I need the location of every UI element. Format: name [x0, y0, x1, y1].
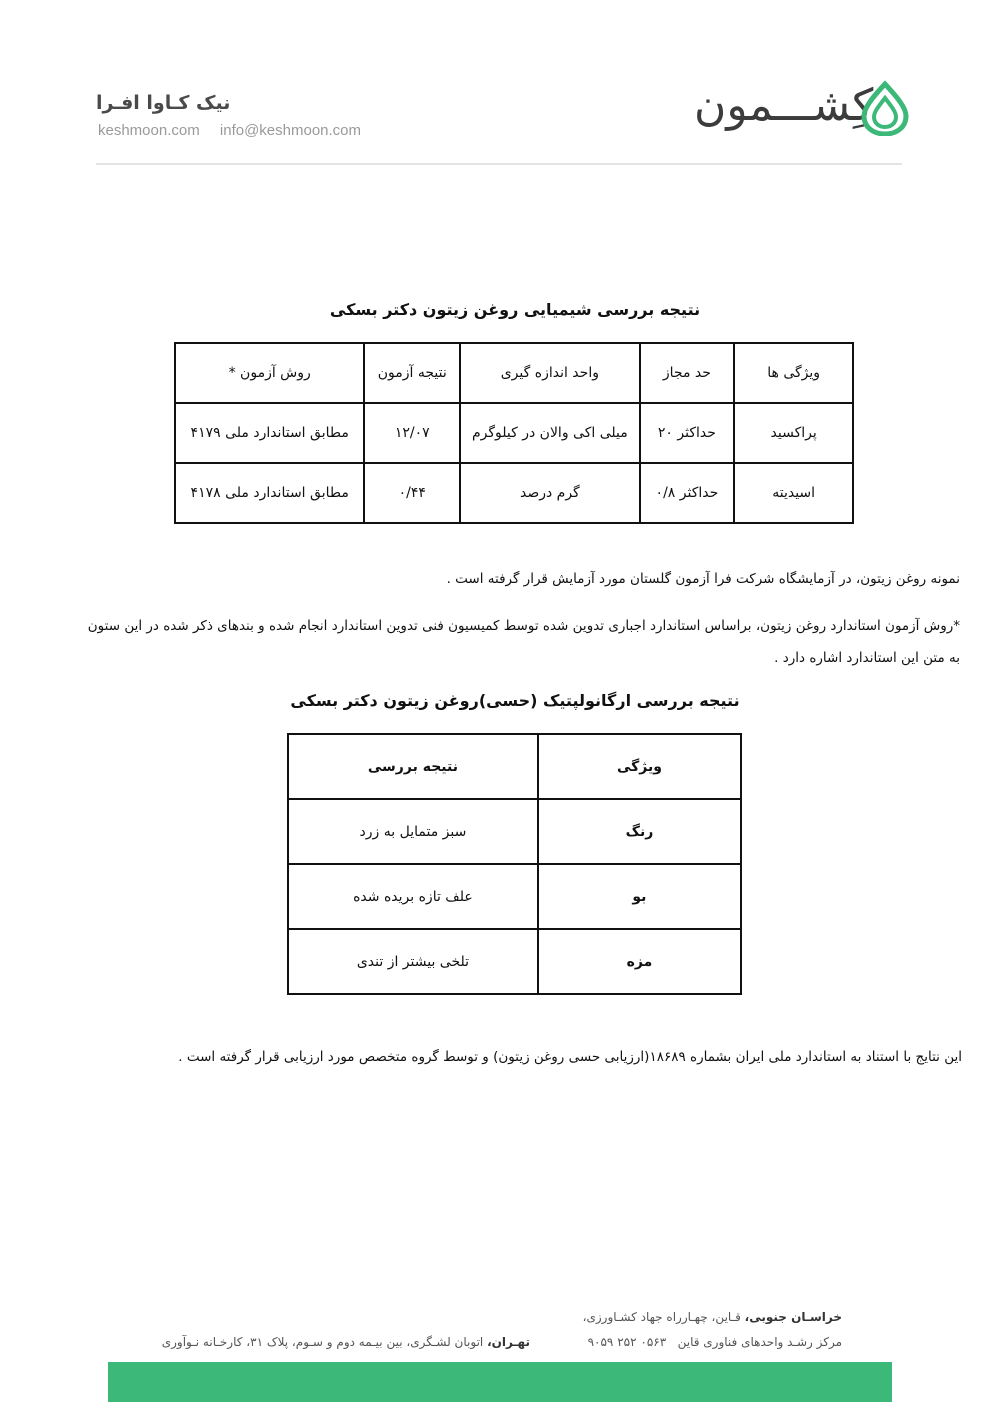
table-row [175, 403, 853, 463]
footer-color-bar [108, 1362, 892, 1402]
table-cell: سبز متمایل به زرد [288, 799, 538, 864]
header-cell: حد مجاز [640, 343, 735, 403]
table-cell: گرم درصد [460, 463, 639, 523]
table-row [288, 799, 741, 864]
method-note-line1: *روش آزمون استاندارد روغن زیتون، براساس استاندارد اجباری تدوین شده توسط کمیسیون فنی تدوین استاندارد انجام شده و بندهای ذکر شده در این ستون [87, 618, 960, 634]
footer-address-khorasan [430, 1310, 842, 1324]
chemical-title: نتیجه بررسی شیمیایی روغن زیتون دکتر بسکی [329, 300, 701, 319]
table-cell: مطابق استاندارد ملی ۴۱۷۹ [175, 403, 364, 463]
footer-qaen-center: مرکز رشـد واحدهای فناوری قاین [677, 1335, 842, 1349]
organoleptic-table [287, 733, 742, 995]
website-text[interactable]: keshmoon.com [98, 122, 200, 139]
conclusion-text: این نتایج با استناد به استاندارد ملی ایران بشماره ۱۸۶۸۹(ارزیابی حسی روغن زیتون) و توسط گروه متخصص مورد ارزیابی قرار گرفته است . [178, 1049, 962, 1065]
table-row [288, 929, 741, 994]
table-cell: ۱۲/۰۷ [364, 403, 460, 463]
table-cell: ۰/۴۴ [364, 463, 460, 523]
header-cell: واحد اندازه گیری [460, 343, 639, 403]
organoleptic-title: نتیجه بررسی ارگانولپتیک (حسی)روغن زیتون دکتر بسکی [290, 691, 740, 710]
table-cell: پراکسید [734, 403, 853, 463]
footer-tehran-label: تهـران، [487, 1335, 530, 1349]
table-row [288, 864, 741, 929]
table-cell: حداکثر ۰/۸ [640, 463, 735, 523]
footer-tehran-address: اتوبان لشـگری، بین بیـمه دوم و سـوم، پلاک ۳۱، کارخـانه نـوآوری [161, 1335, 484, 1349]
table-cell: مطابق استاندارد ملی ۴۱۷۸ [175, 463, 364, 523]
table-cell: حداکثر ۲۰ [640, 403, 735, 463]
table-cell: مزه [538, 929, 741, 994]
table-cell: علف تازه بریده شده [288, 864, 538, 929]
table-header-row [175, 343, 853, 403]
header-divider [96, 163, 902, 165]
table-cell: تلخی بیشتر از تندی [288, 929, 538, 994]
footer-address-tehran [150, 1335, 530, 1349]
contact-line [98, 122, 377, 139]
company-name: نیک کـاوا افـرا [96, 92, 231, 114]
chemical-table [174, 342, 854, 524]
header-cell: نتیجه آزمون [364, 343, 460, 403]
header-cell: ویژگی [538, 734, 741, 799]
table-cell: میلی اکی والان در کیلوگرم [460, 403, 639, 463]
header-cell: روش آزمون * [175, 343, 364, 403]
footer-khorasan-address: قـاین، چهـارراه جهاد کشـاورزی، [582, 1310, 741, 1324]
drop-leaf-icon [858, 80, 912, 136]
footer-phone: ۰۵۶۳ ۲۵۲ ۹۰۵۹ [587, 1335, 667, 1349]
table-header-row [288, 734, 741, 799]
method-note-line2: به متن این استاندارد اشاره دارد . [774, 650, 960, 666]
table-cell: رنگ [538, 799, 741, 864]
table-cell: بو [538, 864, 741, 929]
footer-khorasan-label: خراسـان جنوبی، [744, 1310, 842, 1324]
email-text[interactable]: info@keshmoon.com [219, 122, 362, 139]
brand-name: کِشـــمون [694, 80, 874, 131]
header-cell: نتیجه بررسی [288, 734, 538, 799]
header-cell: ویژگی ها [734, 343, 853, 403]
table-row [175, 463, 853, 523]
sample-note: نمونه روغن زیتون، در آزمایشگاه شرکت فرا آزمون گلستان مورد آزمایش قرار گرفته است . [446, 571, 960, 587]
table-cell: اسیدیته [734, 463, 853, 523]
